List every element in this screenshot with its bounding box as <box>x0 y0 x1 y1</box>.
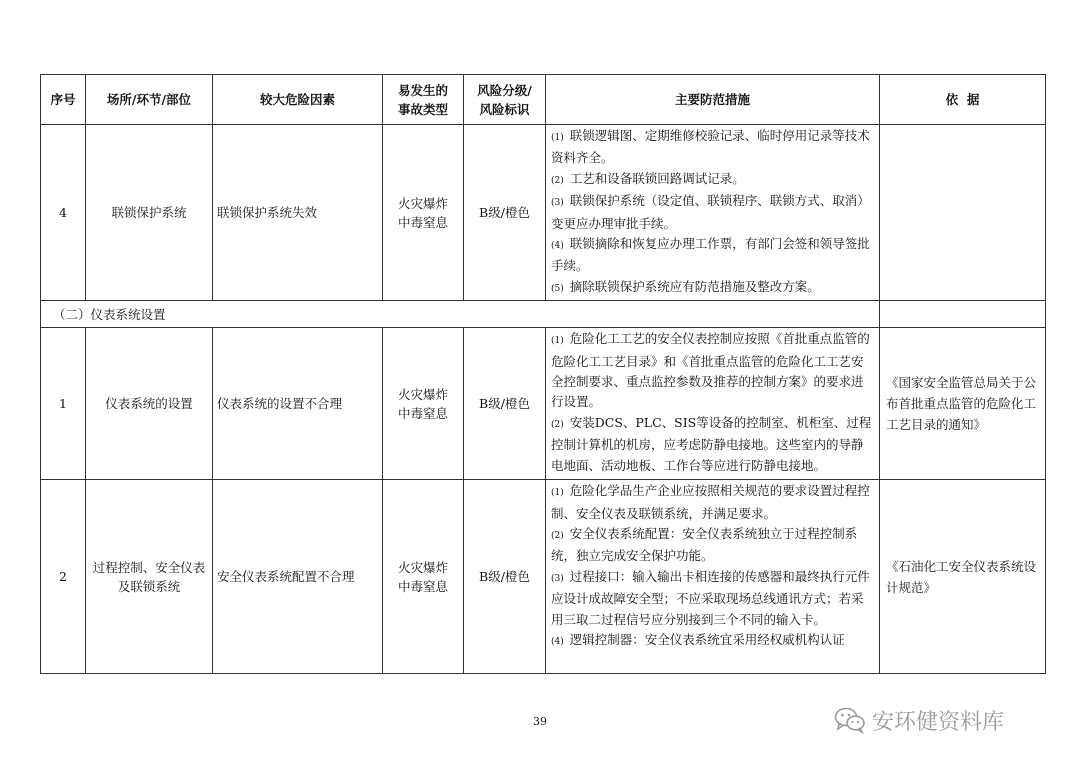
row-measures <box>546 480 880 674</box>
measure-text: 摘除联锁保护系统应有防范措施及整改方案。 <box>569 278 820 294</box>
row-risk-level: B级/橙色 <box>464 480 546 674</box>
page-sheet <box>40 74 1045 674</box>
measure-text: 安全仪表系统配置：安全仪表系统独立于过程控制系统，独立完成安全保护功能。 <box>551 526 858 564</box>
measure-item <box>551 191 875 234</box>
measure-item <box>551 329 875 413</box>
header-row <box>41 75 1046 125</box>
table-row <box>41 480 1046 674</box>
measure-item <box>551 413 875 476</box>
accident-type-line2: 中毒窒息 <box>397 214 448 230</box>
section-title: （二）仪表系统设置 <box>41 301 880 328</box>
accident-type-line2: 中毒窒息 <box>397 405 448 421</box>
measure-item <box>551 630 875 652</box>
wechat-icon <box>834 706 866 734</box>
header-accident-line1: 易发生的 <box>397 82 448 98</box>
row-hazard: 仪表系统的设置不合理 <box>213 328 383 480</box>
risk-table <box>40 74 1046 674</box>
row-place: 过程控制、安全仪表及联锁系统 <box>86 480 213 674</box>
measure-text: 联锁逻辑图、定期维修校验记录、临时停用记录等技术资料齐全。 <box>551 128 870 166</box>
row-hazard: 联锁保护系统失效 <box>213 125 383 301</box>
measure-number: (2) <box>551 419 564 430</box>
row-number: 2 <box>41 480 86 674</box>
measure-number: (3) <box>551 198 564 209</box>
section-row <box>41 301 1046 328</box>
row-place: 仪表系统的设置 <box>86 328 213 480</box>
row-number: 4 <box>41 125 86 301</box>
measure-item <box>551 234 875 277</box>
measure-text: 联锁保护系统（设定值、联锁程序、联锁方式、取消）变更应办理审批手续。 <box>551 193 870 231</box>
measure-number: (1) <box>551 488 564 499</box>
header-no: 序号 <box>41 75 86 125</box>
header-level-line1: 风险分级/ <box>477 82 532 98</box>
measure-item <box>551 126 875 169</box>
header-accident-line2: 事故类型 <box>397 101 448 117</box>
measure-text: 工艺和设备联锁回路调试记录。 <box>569 170 745 186</box>
measure-number: (3) <box>551 573 564 584</box>
row-accident-type <box>383 125 464 301</box>
row-accident-type <box>383 328 464 480</box>
table-row <box>41 328 1046 480</box>
measure-text: 安装DCS、PLC、SIS等设备的控制室、机柜室、过程控制计算机的机房，应考虑防静电接地。这些室内的导静电地面、活动地板、工作台等应进行防静电接地。 <box>551 414 872 473</box>
header-place: 场所/环节/部位 <box>86 75 213 125</box>
measure-number: (2) <box>551 531 564 542</box>
page-number: 39 <box>533 715 547 728</box>
measure-text: 危险化工工艺的安全仪表控制应按照《首批重点监管的危险化工工艺目录》和《首批重点监管的危险化工工艺安全控制要求、重点监控参数及推荐的控制方案》的要求进行设置。 <box>551 331 870 410</box>
row-hazard: 安全仪表系统配置不合理 <box>213 480 383 674</box>
row-risk-level: B级/橙色 <box>464 125 546 301</box>
row-accident-type <box>383 480 464 674</box>
row-basis: 《石油化工安全仪表系统设计规范》 <box>880 480 1046 674</box>
watermark-text: 安环健资料库 <box>872 709 1005 735</box>
measure-item <box>551 169 875 191</box>
row-measures <box>546 125 880 301</box>
header-basis: 依 据 <box>880 75 1046 125</box>
row-measures <box>546 328 880 480</box>
measure-number: (4) <box>551 241 564 252</box>
measure-number: (1) <box>551 336 564 347</box>
accident-type-line2: 中毒窒息 <box>397 578 448 594</box>
measure-text: 逻辑控制器：安全仪表系统宜采用经权威机构认证 <box>569 632 845 648</box>
header-level <box>464 75 546 125</box>
measure-text: 过程接口：输入输出卡相连接的传感器和最终执行元件应设计成故障安全型；不应采取现场总线通讯方式；若采用三取二过程信号应分别接到三个不同的输入卡。 <box>551 568 870 627</box>
table-row <box>41 125 1046 301</box>
measure-text: 危险化学品生产企业应按照相关规范的要求设置过程控制、安全仪表及联锁系统，并满足要求。 <box>551 483 870 521</box>
row-basis: 《国家安全监管总局关于公布首批重点监管的危险化工工艺目录的通知》 <box>880 328 1046 480</box>
measure-text: 联锁摘除和恢复应办理工作票，有部门会签和领导签批手续。 <box>551 236 870 274</box>
measure-number: (2) <box>551 175 564 186</box>
measure-item <box>551 524 875 567</box>
row-basis <box>880 125 1046 301</box>
row-risk-level: B级/橙色 <box>464 328 546 480</box>
measure-item <box>551 277 875 299</box>
row-place: 联锁保护系统 <box>86 125 213 301</box>
header-accident <box>383 75 464 125</box>
measure-number: (1) <box>551 133 564 143</box>
measure-item <box>551 567 875 630</box>
accident-type-line1: 火灾爆炸 <box>397 195 448 211</box>
measure-number: (5) <box>551 283 564 294</box>
watermark <box>834 704 1004 736</box>
header-level-line2: 风险标识 <box>479 101 530 117</box>
row-number: 1 <box>41 328 86 480</box>
accident-type-line1: 火灾爆炸 <box>397 386 448 402</box>
section-basis-empty <box>880 301 1046 328</box>
measure-number: (4) <box>551 637 564 648</box>
header-measures: 主要防范措施 <box>546 75 880 125</box>
accident-type-line1: 火灾爆炸 <box>397 559 448 575</box>
measure-item <box>551 481 875 524</box>
header-hazard: 较大危险因素 <box>213 75 383 125</box>
